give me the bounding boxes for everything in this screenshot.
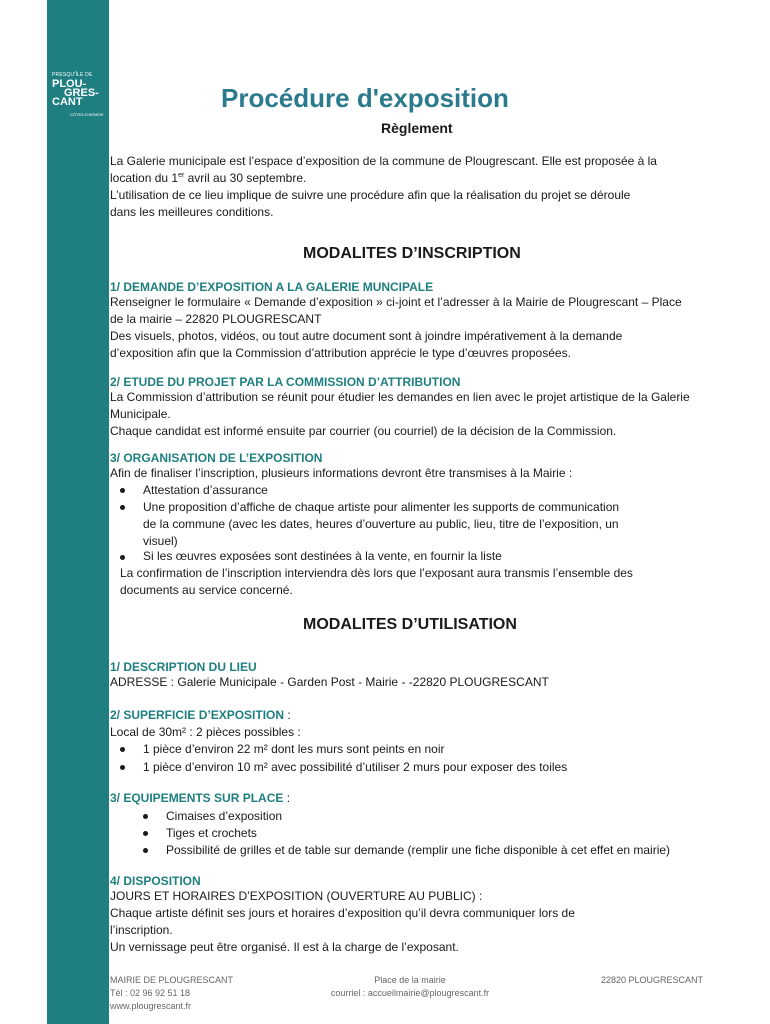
bullet-icon <box>120 505 125 510</box>
sidebar-band <box>47 0 109 1024</box>
list-item: Si les œuvres exposées sont destinées à la vente, en fournir la liste <box>143 549 502 563</box>
text-line: Des visuels, photos, vidéos, ou tout autre document sont à joindre impérativement à la demande <box>110 329 623 343</box>
text-line: dans les meilleures conditions. <box>110 205 274 219</box>
text-line: l’inscription. <box>110 923 173 937</box>
subsection-heading: 1/ DESCRIPTION DU LIEU <box>110 660 257 674</box>
subsection-heading: 1/ DEMANDE D’EXPOSITION A LA GALERIE MUNCIPALE <box>110 280 434 294</box>
footer-line: Place de la mairie <box>374 975 446 985</box>
footer-left <box>110 974 233 1013</box>
list-item <box>143 499 619 550</box>
text-line <box>110 170 657 187</box>
text-span: location du 1 <box>110 171 179 185</box>
footer-middle <box>320 974 500 1000</box>
section-heading-utilisation: MODALITES D’UTILISATION <box>303 616 517 633</box>
subsection-heading <box>110 708 291 722</box>
heading-text: 3/ EQUIPEMENTS SUR PLACE <box>110 791 284 805</box>
footer-right <box>601 974 703 987</box>
subsection-body <box>110 888 575 956</box>
section-heading-inscription: MODALITES D’INSCRIPTION <box>303 245 521 262</box>
page-subtitle: Règlement <box>381 120 453 136</box>
bullet-icon <box>143 831 148 836</box>
footer-line: Tél : 02 96 92 51 18 <box>110 988 191 998</box>
text-line: Un vernissage peut être organisé. Il est à la charge de l’exposant. <box>110 940 459 954</box>
subsection-body <box>110 294 682 362</box>
page-title: Procédure d'exposition <box>221 83 509 113</box>
list-item: 1 pièce d’environ 22 m² dont les murs sont peints en noir <box>143 742 445 756</box>
text-line: de la mairie – 22820 PLOUGRESCANT <box>110 312 322 326</box>
heading-text: 2/ SUPERFICIE D’EXPOSITION <box>110 708 285 722</box>
heading-tail: : <box>283 791 291 805</box>
text-line: visuel) <box>143 534 178 548</box>
list-item: Attestation d’assurance <box>143 483 268 497</box>
subsection-heading: 2/ ETUDE DU PROJET PAR LA COMMISSION D’ATTRIBUTION <box>110 375 461 389</box>
logo-line: CÔTES D'ARMOR <box>70 112 104 117</box>
text-line: Municipale. <box>110 407 171 421</box>
subsection-heading <box>110 791 290 805</box>
logo-line: CANT <box>52 96 83 108</box>
text-line: Renseigner le formulaire « Demande d’exposition » ci-joint et l’adresser à la Mairie de Plougrescant – Place <box>110 295 682 309</box>
text-line: ADRESSE : Galerie Municipale - Garden Post - Mairie - -22820 PLOUGRESCANT <box>110 675 549 689</box>
text-line: JOURS ET HORAIRES D’EXPOSITION (OUVERTURE AU PUBLIC) : <box>110 889 483 903</box>
logo-line: PLOU- <box>52 78 87 90</box>
subsection-heading: 3/ ORGANISATION DE L’EXPOSITION <box>110 451 323 465</box>
list-item: 1 pièce d’environ 10 m² avec possibilité d’utiliser 2 murs pour exposer des toiles <box>143 760 568 774</box>
bullet-icon <box>120 488 125 493</box>
footer-line: 22820 PLOUGRESCANT <box>601 975 704 985</box>
footer-line: www.plougrescant.fr <box>110 1001 192 1011</box>
bullet-icon <box>120 765 125 770</box>
text-line: La Galerie municipale est l’espace d’exposition de la commune de Plougrescant. Elle est proposée à la <box>110 154 657 168</box>
text-line: La Commission d’attribution se réunit pour étudier les demandes en lien avec le projet artistique de la Galerie <box>110 390 690 404</box>
bullet-icon <box>143 814 148 819</box>
list-item: Tiges et crochets <box>166 826 257 840</box>
subsection-body <box>120 565 633 599</box>
text-line: d’exposition afin que la Commission d’attribution apprécie le type d’œuvres proposées. <box>110 346 571 360</box>
text-line: Afin de finaliser l’inscription, plusieurs informations devront être transmises à la Mairie : <box>110 466 573 480</box>
text-span: avril au 30 septembre. <box>184 171 307 185</box>
list-item: Possibilité de grilles et de table sur demande (remplir une fiche disponible à cet effet en mairie) <box>166 843 671 857</box>
heading-tail: : <box>284 708 291 722</box>
text-line: Local de 30m² : 2 pièces possibles : <box>110 725 301 739</box>
list-item: Cimaises d’exposition <box>166 809 283 823</box>
bullet-icon <box>120 555 125 560</box>
text-line: Chaque artiste définit ses jours et horaires d’exposition qu’il devra communiquer lors de <box>110 906 575 920</box>
text-line: Chaque candidat est informé ensuite par courrier (ou courriel) de la décision de la Commission. <box>110 424 617 438</box>
logo-line: PRESQU'ÎLE DE <box>52 72 93 78</box>
text-line: L’utilisation de ce lieu implique de suivre une procédure afin que la réalisation du projet se déroule <box>110 188 631 202</box>
commune-logo <box>50 72 106 122</box>
footer-line: MAIRIE DE PLOUGRESCANT <box>110 975 234 985</box>
superscript: er <box>178 172 185 179</box>
intro-paragraph <box>110 153 657 221</box>
text-line: documents au service concerné. <box>120 583 293 597</box>
subsection-body <box>110 389 690 440</box>
text-line: de la commune (avec les dates, heures d’ouverture au public, lieu, titre de l’exposition, un <box>143 517 619 531</box>
logo-line: GRES- <box>64 87 99 99</box>
bullet-icon <box>120 747 125 752</box>
text-line: La confirmation de l’inscription interviendra dès lors que l’exposant aura transmis l’ensemble des <box>120 566 633 580</box>
logo-wordmark <box>52 80 99 107</box>
bullet-icon <box>143 848 148 853</box>
text-line: Une proposition d’affiche de chaque artiste pour alimenter les supports de communication <box>143 500 620 514</box>
subsection-heading: 4/ DISPOSITION <box>110 874 201 888</box>
footer-line: courriel : accueilmairie@plougrescant.fr <box>330 988 490 998</box>
